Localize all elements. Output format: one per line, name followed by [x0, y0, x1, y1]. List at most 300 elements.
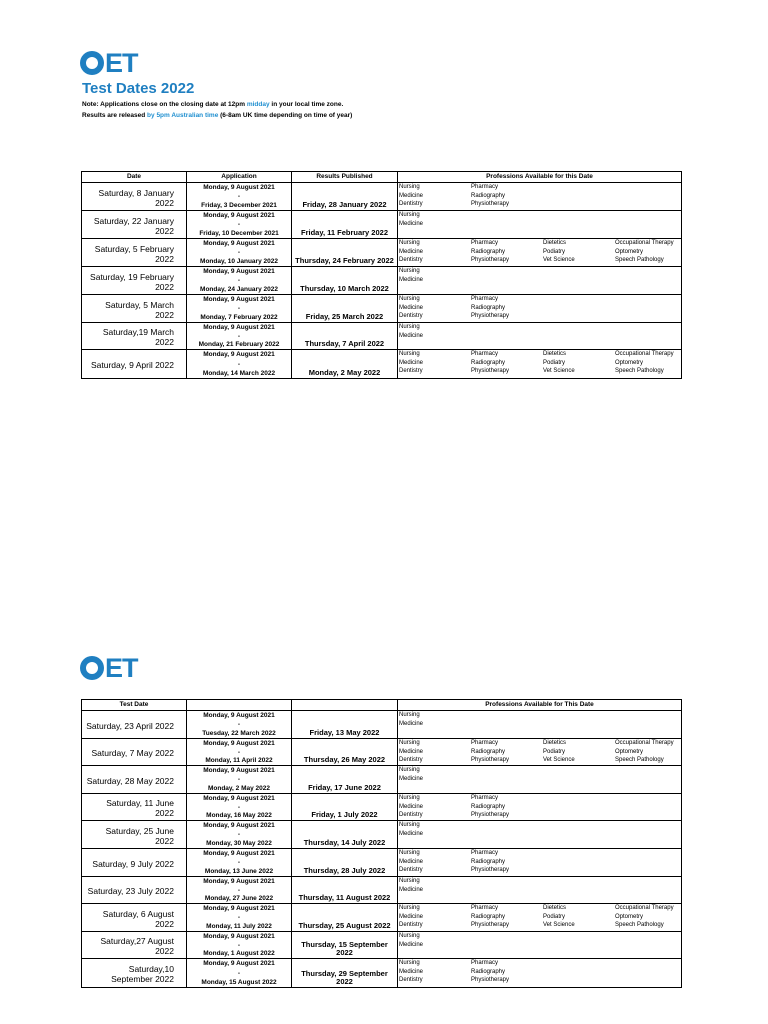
profession-item [543, 332, 615, 341]
application-open-date: Monday, 9 August 2021 [203, 184, 275, 191]
profession-item [543, 821, 615, 830]
column-header-test-date: Test Date [82, 700, 187, 711]
column-header-results: Results Published [292, 172, 398, 183]
professions-list [399, 766, 681, 783]
professions-cell [398, 267, 682, 295]
profession-item: Vet Science [543, 922, 575, 929]
profession-item: Physiotherapy [471, 257, 510, 264]
test-dates-table-2 [81, 699, 682, 988]
profession-item: Vet Science [543, 257, 575, 264]
profession-item: Radiography [471, 913, 506, 920]
table-row [82, 959, 682, 988]
profession-item [615, 941, 695, 950]
application-period [187, 932, 291, 958]
profession-item [615, 312, 695, 321]
profession-item [615, 932, 695, 941]
results-published-cell: Friday, 13 May 2022 [292, 711, 398, 739]
profession-item: Vet Science [543, 757, 575, 764]
application-cell [187, 239, 292, 267]
profession-item: Dentistry [399, 368, 423, 375]
professions-cell [398, 794, 682, 821]
results-published-cell: Friday, 17 June 2022 [292, 766, 398, 794]
table-row [82, 904, 682, 932]
profession-item: Physiotherapy [471, 922, 510, 929]
profession-item: Dentistry [399, 201, 423, 208]
test-date-cell: Saturday, 11 June 2022 [82, 794, 187, 821]
professions-list [399, 183, 681, 209]
profession-item: Medicine [399, 803, 424, 810]
profession-item [471, 711, 543, 720]
table-row [82, 849, 682, 877]
application-close-date: Monday, 21 February 2022 [198, 341, 280, 348]
profession-item [543, 858, 615, 867]
profession-item [615, 968, 695, 977]
profession-item: Radiography [471, 968, 506, 975]
profession-item [543, 276, 615, 285]
application-cell [187, 350, 292, 379]
profession-item [471, 877, 543, 886]
profession-item [615, 295, 695, 304]
application-dash: - [237, 305, 241, 312]
application-open-date: Monday, 9 August 2021 [203, 933, 275, 940]
profession-item [615, 332, 695, 341]
profession-item [543, 976, 615, 985]
application-open-date: Monday, 9 August 2021 [203, 351, 275, 358]
profession-item: Medicine [399, 775, 424, 782]
profession-item: Physiotherapy [471, 977, 510, 984]
results-published-cell: Thursday, 14 July 2022 [292, 821, 398, 849]
profession-item: Medicine [399, 359, 424, 366]
application-cell [187, 295, 292, 323]
application-period [187, 239, 291, 266]
note-text: in your local time zone. [269, 101, 344, 108]
profession-item: Speech Pathology [615, 757, 664, 764]
profession-item: Speech Pathology [615, 257, 664, 264]
application-close-date: Monday, 13 June 2022 [204, 868, 274, 875]
profession-item: Speech Pathology [615, 368, 664, 375]
oet-logo-text: ET [105, 48, 138, 78]
profession-item: Medicine [399, 968, 424, 975]
professions-list [399, 295, 681, 321]
professions-list [399, 821, 681, 838]
profession-item: Pharmacy [471, 850, 499, 856]
professions-cell [398, 183, 682, 211]
oet-logo [80, 50, 138, 76]
profession-item: Podiatry [543, 748, 566, 755]
application-close-date: Friday, 10 December 2021 [199, 230, 279, 237]
profession-item [615, 849, 695, 858]
profession-item [615, 821, 695, 830]
results-published-cell: Friday, 25 March 2022 [292, 295, 398, 323]
application-open-date: Monday, 9 August 2021 [203, 850, 275, 857]
profession-item: Physiotherapy [471, 201, 510, 208]
results-published-cell: Thursday, 11 August 2022 [292, 877, 398, 904]
profession-item [543, 932, 615, 941]
table-row [82, 766, 682, 794]
profession-item: Dentistry [399, 977, 423, 984]
professions-list [399, 711, 681, 728]
profession-item [543, 959, 615, 968]
profession-item [543, 267, 615, 276]
professions-cell [398, 821, 682, 849]
application-open-date: Monday, 9 August 2021 [203, 767, 275, 774]
profession-item [615, 830, 695, 839]
application-open-date: Monday, 9 August 2021 [203, 268, 275, 275]
application-period [187, 350, 291, 378]
test-date-cell: Saturday,10 September 2022 [82, 959, 187, 988]
column-header-application [187, 700, 292, 711]
profession-item: Dentistry [399, 313, 423, 320]
application-close-date: Monday, 2 May 2022 [207, 785, 271, 792]
professions-cell [398, 211, 682, 239]
professions-list [399, 323, 681, 340]
profession-item: Radiography [471, 304, 506, 311]
application-cell [187, 904, 292, 932]
profession-item: Dentistry [399, 922, 423, 929]
profession-item [543, 183, 615, 192]
profession-item [471, 211, 543, 220]
application-period [187, 267, 291, 294]
profession-item [471, 323, 543, 332]
application-dash: - [237, 831, 241, 838]
profession-item: Physiotherapy [471, 313, 510, 320]
professions-cell [398, 711, 682, 739]
application-dash: - [237, 914, 241, 921]
profession-item: Medicine [399, 858, 424, 865]
professions-list [399, 739, 681, 765]
profession-item [615, 267, 695, 276]
application-cell [187, 877, 292, 904]
profession-item: Nursing [399, 878, 420, 884]
test-date-cell: Saturday, 6 August 2022 [82, 904, 187, 932]
profession-item: Radiography [471, 359, 506, 366]
profession-item: Medicine [399, 276, 424, 283]
application-cell [187, 739, 292, 766]
profession-item: Nursing [399, 740, 420, 746]
profession-item [615, 775, 695, 784]
professions-cell [398, 849, 682, 877]
profession-item: Physiotherapy [471, 368, 510, 375]
profession-item [543, 295, 615, 304]
application-close-date: Monday, 27 June 2022 [204, 895, 274, 902]
results-published-cell: Monday, 2 May 2022 [292, 350, 398, 379]
profession-item: Pharmacy [471, 240, 499, 246]
profession-item: Optometry [615, 748, 644, 755]
profession-item: Nursing [399, 296, 420, 302]
application-close-date: Tuesday, 22 March 2022 [202, 730, 276, 737]
test-dates-table-1 [81, 171, 682, 379]
oet-logo-mark-icon [80, 51, 104, 75]
profession-item [471, 220, 543, 229]
application-open-date: Monday, 9 August 2021 [203, 296, 275, 303]
profession-item: Podiatry [543, 359, 566, 366]
profession-item [471, 941, 543, 950]
profession-item [543, 866, 615, 875]
results-published-cell: Friday, 11 February 2022 [292, 211, 398, 239]
test-date-cell: Saturday, 19 February 2022 [82, 267, 187, 295]
professions-cell [398, 959, 682, 988]
profession-item [615, 886, 695, 895]
table-row [82, 211, 682, 239]
profession-item [615, 877, 695, 886]
profession-item: Medicine [399, 720, 424, 727]
application-dash: - [237, 221, 241, 228]
application-open-date: Monday, 9 August 2021 [203, 822, 275, 829]
application-cell [187, 711, 292, 739]
application-dash: - [237, 776, 241, 783]
profession-item: Podiatry [543, 248, 566, 255]
professions-cell [398, 295, 682, 323]
profession-item: Occupational Therapy [615, 740, 674, 746]
application-cell [187, 211, 292, 239]
professions-list [399, 211, 681, 228]
application-dash: - [237, 249, 241, 256]
table-row [82, 711, 682, 739]
table-row [82, 350, 682, 379]
results-published-cell: Friday, 28 January 2022 [292, 183, 398, 211]
profession-item [615, 858, 695, 867]
page-title: Test Dates 2022 [82, 80, 195, 97]
profession-item [615, 766, 695, 775]
profession-item: Occupational Therapy [615, 351, 674, 357]
profession-item: Medicine [399, 913, 424, 920]
profession-item: Medicine [399, 192, 424, 199]
application-dash: - [237, 332, 241, 340]
test-date-cell: Saturday, 5 March 2022 [82, 295, 187, 323]
application-open-date: Monday, 9 August 2021 [203, 795, 275, 802]
profession-item: Pharmacy [471, 905, 499, 911]
profession-item [543, 941, 615, 950]
profession-item [543, 849, 615, 858]
application-dash: - [237, 886, 241, 894]
profession-item: Dietetics [543, 740, 567, 746]
note-text: (6-8am UK time depending on time of year) [218, 112, 353, 119]
application-period [187, 766, 291, 793]
profession-item: Physiotherapy [471, 867, 510, 874]
profession-item: Optometry [615, 248, 644, 255]
application-dash: - [237, 193, 241, 200]
profession-item [471, 267, 543, 276]
application-close-date: Monday, 11 July 2022 [206, 923, 272, 930]
table-row [82, 877, 682, 904]
profession-item: Medicine [399, 220, 424, 227]
profession-item [615, 211, 695, 220]
application-period [187, 794, 291, 820]
professions-cell [398, 350, 682, 379]
results-published-cell: Thursday, 25 August 2022 [292, 904, 398, 932]
application-period [187, 849, 291, 876]
note-line-1 [82, 100, 343, 110]
profession-item: Nursing [399, 268, 420, 274]
results-published-cell: Thursday, 29 September 2022 [292, 959, 398, 988]
profession-item [543, 794, 615, 803]
profession-item [543, 968, 615, 977]
results-published-cell: Thursday, 26 May 2022 [292, 739, 398, 766]
results-published-cell: Thursday, 28 July 2022 [292, 849, 398, 877]
application-dash: - [237, 748, 241, 756]
application-cell [187, 183, 292, 211]
profession-item: Nursing [399, 351, 420, 357]
oet-logo-mark-icon [80, 656, 104, 680]
application-dash: - [237, 859, 241, 866]
profession-item: Physiotherapy [471, 757, 510, 764]
professions-cell [398, 877, 682, 904]
test-date-cell: Saturday,19 March 2022 [82, 323, 187, 350]
application-close-date: Monday, 1 August 2022 [203, 950, 275, 957]
profession-item: Vet Science [543, 368, 575, 375]
profession-item: Medicine [399, 886, 424, 893]
profession-item: Dentistry [399, 757, 423, 764]
profession-item: Dietetics [543, 351, 567, 357]
test-date-cell: Saturday, 22 January 2022 [82, 211, 187, 239]
profession-item: Occupational Therapy [615, 905, 674, 911]
results-published-cell: Thursday, 7 April 2022 [292, 323, 398, 350]
application-dash: - [237, 360, 241, 368]
professions-list [399, 239, 681, 265]
application-dash: - [237, 277, 241, 284]
professions-cell [398, 904, 682, 932]
application-period [187, 904, 291, 931]
application-period [187, 295, 291, 322]
application-period [187, 739, 291, 765]
application-open-date: Monday, 9 August 2021 [203, 905, 275, 912]
application-close-date: Monday, 16 May 2022 [206, 812, 272, 819]
table-row [82, 295, 682, 323]
profession-item [471, 775, 543, 784]
table-row [82, 183, 682, 211]
profession-item: Nursing [399, 767, 420, 773]
application-period [187, 877, 291, 903]
profession-item: Pharmacy [471, 296, 499, 302]
profession-item [471, 821, 543, 830]
profession-item: Nursing [399, 905, 420, 911]
profession-item [471, 932, 543, 941]
test-date-cell: Saturday, 23 July 2022 [82, 877, 187, 904]
profession-item: Optometry [615, 913, 644, 920]
application-dash: - [237, 721, 241, 728]
application-cell [187, 766, 292, 794]
column-header-professions: Professions Available for this Date [398, 172, 682, 183]
application-period [187, 323, 291, 349]
profession-item: Pharmacy [471, 960, 499, 966]
profession-item [471, 830, 543, 839]
table-row [82, 323, 682, 350]
profession-item [543, 711, 615, 720]
column-header-results [292, 700, 398, 711]
profession-item: Nursing [399, 822, 420, 828]
profession-item [615, 811, 695, 820]
profession-item: Medicine [399, 332, 424, 339]
test-date-cell: Saturday, 28 May 2022 [82, 766, 187, 794]
note-highlight: by 5pm Australian time [147, 112, 219, 119]
professions-cell [398, 932, 682, 959]
professions-cell [398, 766, 682, 794]
application-close-date: Monday, 10 January 2022 [200, 258, 278, 265]
professions-list [399, 959, 681, 985]
profession-item: Nursing [399, 324, 420, 330]
professions-list [399, 794, 681, 820]
application-open-date: Monday, 9 August 2021 [203, 712, 275, 719]
profession-item [615, 720, 695, 729]
profession-item [543, 312, 615, 321]
professions-list [399, 877, 681, 894]
profession-item [543, 775, 615, 784]
test-date-cell: Saturday,27 August 2022 [82, 932, 187, 959]
profession-item [615, 323, 695, 332]
profession-item: Pharmacy [471, 795, 499, 801]
test-date-cell: Saturday, 9 July 2022 [82, 849, 187, 877]
profession-item [543, 803, 615, 812]
profession-item: Medicine [399, 248, 424, 255]
application-period [187, 211, 291, 238]
profession-item: Nursing [399, 850, 420, 856]
application-open-date: Monday, 9 August 2021 [203, 878, 275, 885]
application-period [187, 959, 291, 987]
application-open-date: Monday, 9 August 2021 [203, 212, 275, 219]
profession-item [543, 304, 615, 313]
profession-item [615, 276, 695, 285]
profession-item: Speech Pathology [615, 922, 664, 929]
application-cell [187, 959, 292, 988]
test-date-cell: Saturday, 7 May 2022 [82, 739, 187, 766]
profession-item [615, 304, 695, 313]
column-header-date: Date [82, 172, 187, 183]
professions-list [399, 932, 681, 949]
oet-logo-text: ET [105, 653, 138, 683]
profession-item [615, 220, 695, 229]
table-row [82, 739, 682, 766]
application-open-date: Monday, 9 August 2021 [203, 960, 275, 967]
table-header-row [82, 172, 682, 183]
application-dash: - [237, 969, 241, 977]
note-highlight: midday [246, 101, 270, 108]
application-open-date: Monday, 9 August 2021 [203, 740, 275, 747]
profession-item [471, 332, 543, 341]
profession-item: Nursing [399, 712, 420, 718]
table-row [82, 267, 682, 295]
professions-cell [398, 739, 682, 766]
profession-item [471, 766, 543, 775]
profession-item: Dietetics [543, 905, 567, 911]
column-header-professions: Professions Available for This Date [398, 700, 682, 711]
table-row [82, 239, 682, 267]
profession-item: Radiography [471, 858, 506, 865]
profession-item: Podiatry [543, 913, 566, 920]
professions-cell [398, 239, 682, 267]
profession-item: Medicine [399, 304, 424, 311]
profession-item [543, 211, 615, 220]
profession-item: Radiography [471, 803, 506, 810]
table-header-row [82, 700, 682, 711]
profession-item [471, 886, 543, 895]
professions-list [399, 350, 681, 376]
professions-list [399, 849, 681, 875]
profession-item [543, 192, 615, 201]
note-text: Results are released [82, 112, 148, 119]
application-period [187, 711, 291, 738]
application-dash: - [237, 941, 241, 949]
application-close-date: Monday, 14 March 2022 [202, 370, 276, 377]
profession-item [543, 766, 615, 775]
table-row [82, 932, 682, 959]
profession-item: Pharmacy [471, 740, 499, 746]
profession-item [543, 323, 615, 332]
profession-item: Optometry [615, 359, 644, 366]
profession-item: Nursing [399, 933, 420, 939]
results-published-cell: Friday, 1 July 2022 [292, 794, 398, 821]
application-period [187, 183, 291, 210]
column-header-application: Application [187, 172, 292, 183]
